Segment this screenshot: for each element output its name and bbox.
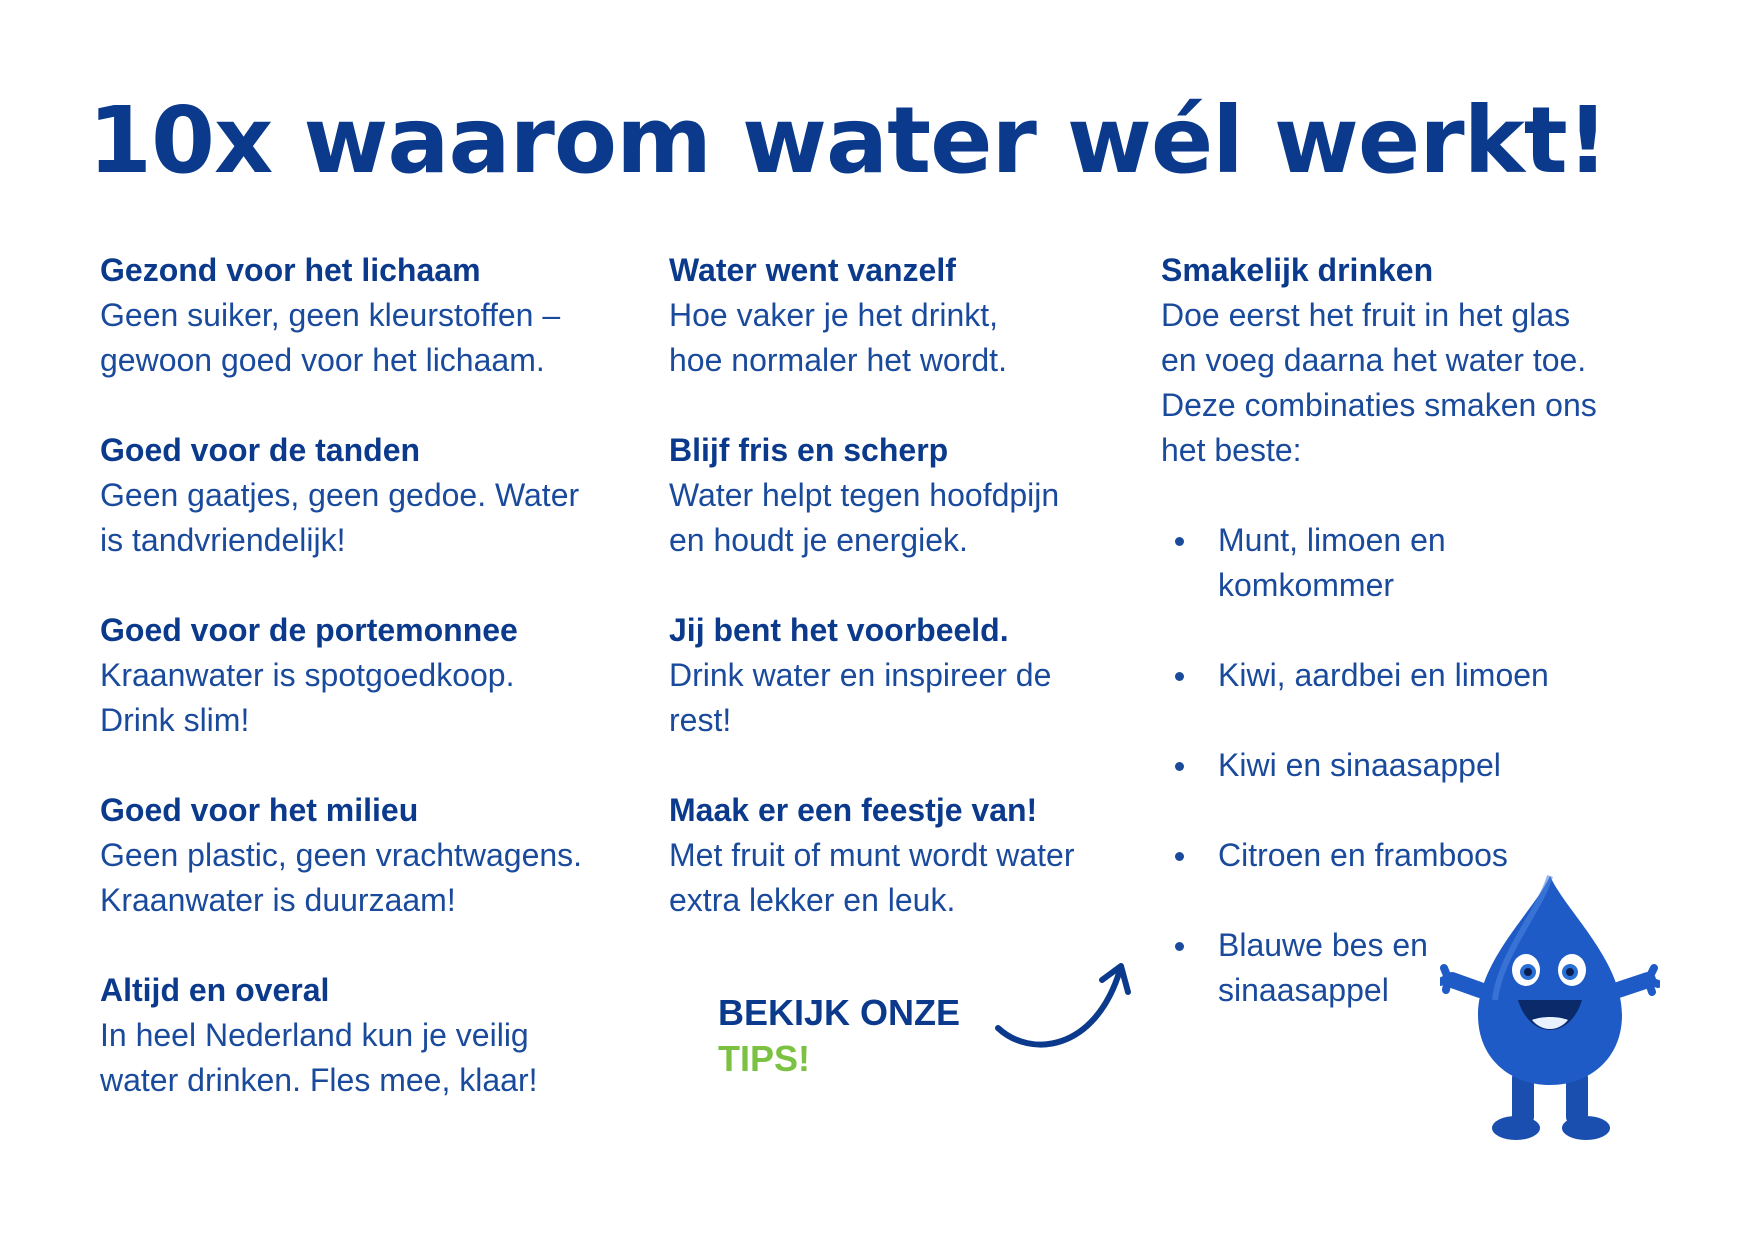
tip-text-line: en voeg daarna het water toe. [1161,342,1587,378]
tip-title: Altijd en overal [100,972,330,1008]
list-item-line: Kiwi, aardbei en limoen [1218,657,1549,693]
tip-title: Goed voor de portemonnee [100,612,518,648]
tip-text-line: Geen gaatjes, geen gedoe. Water [100,477,580,513]
tip-fresh-sharp [669,428,1139,563]
tip-teeth [100,428,640,563]
tip-text-line: Doe eerst het fruit in het glas [1161,297,1571,333]
list-item [1161,518,1518,608]
tips-column-1 [100,248,640,1148]
tip-text-line: Geen plastic, geen vrachtwagens. [100,837,583,873]
tip-title: Goed voor de tanden [100,432,421,468]
bullet-icon [1175,672,1184,681]
tip-text-line: Geen suiker, geen kleurstoffen – [100,297,561,333]
tip-title: Gezond voor het lichaam [100,252,481,288]
tip-tasty-drinking [1161,248,1661,473]
list-item-line: Citroen en framboos [1218,837,1508,873]
tip-text-line: gewoon goed voor het lichaam. [100,342,545,378]
tips-call-to-action [718,990,960,1082]
tip-text-line: Water helpt tegen hoofdpijn [669,477,1060,513]
tip-text-line: rest! [669,702,732,738]
list-item-line: sinaasappel [1218,972,1389,1008]
list-item-line: komkommer [1218,567,1395,603]
tip-example [669,608,1139,743]
tip-text-line: extra lekker en leuk. [669,882,956,918]
bullet-icon [1175,537,1184,546]
list-item [1161,743,1598,788]
tip-title: Blijf fris en scherp [669,432,949,468]
tip-title: Smakelijk drinken [1161,252,1434,288]
tip-text-line: en houdt je energiek. [669,522,968,558]
tip-title: Jij bent het voorbeeld. [669,612,1009,648]
page-title: 10x waarom water wél werkt! [88,87,1608,194]
list-item-line: Kiwi en sinaasappel [1218,747,1501,783]
tip-text-line: Kraanwater is duurzaam! [100,882,456,918]
tips-column-2 [669,248,1139,968]
tip-wallet [100,608,640,743]
cta-line-2: TIPS! [718,1038,811,1079]
tip-text-line: het beste: [1161,432,1302,468]
tip-text-line: hoe normaler het wordt. [669,342,1007,378]
tip-text-line: Met fruit of munt wordt water [669,837,1075,873]
bullet-icon [1175,762,1184,771]
tip-text-line: Drink slim! [100,702,250,738]
bullet-icon [1175,942,1184,951]
tip-text-line: Deze combinaties smaken ons [1161,387,1597,423]
tip-healthy-body [100,248,640,383]
list-item-line: Munt, limoen en [1218,522,1446,558]
list-item [1161,653,1598,698]
tip-text-line: Drink water en inspireer de [669,657,1052,693]
tip-text-line: In heel Nederland kun je veilig [100,1017,529,1053]
bullet-icon [1175,852,1184,861]
list-item-line: Blauwe bes en [1218,927,1428,963]
tip-always-everywhere [100,968,640,1103]
tip-title: Goed voor het milieu [100,792,419,828]
tip-title: Water went vanzelf [669,252,956,288]
tip-text-line: water drinken. Fles mee, klaar! [100,1062,538,1098]
cta-line-1: BEKIJK ONZE [718,992,961,1033]
tip-habit [669,248,1139,383]
tip-text-line: is tandvriendelijk! [100,522,346,558]
water-drop-mascot-icon [1440,870,1660,1150]
tip-text-line: Kraanwater is spotgoedkoop. [100,657,515,693]
tip-title: Maak er een feestje van! [669,792,1038,828]
tip-party [669,788,1139,923]
tip-environment [100,788,640,923]
tip-text-line: Hoe vaker je het drinkt, [669,297,999,333]
curved-arrow-icon [990,940,1140,1060]
